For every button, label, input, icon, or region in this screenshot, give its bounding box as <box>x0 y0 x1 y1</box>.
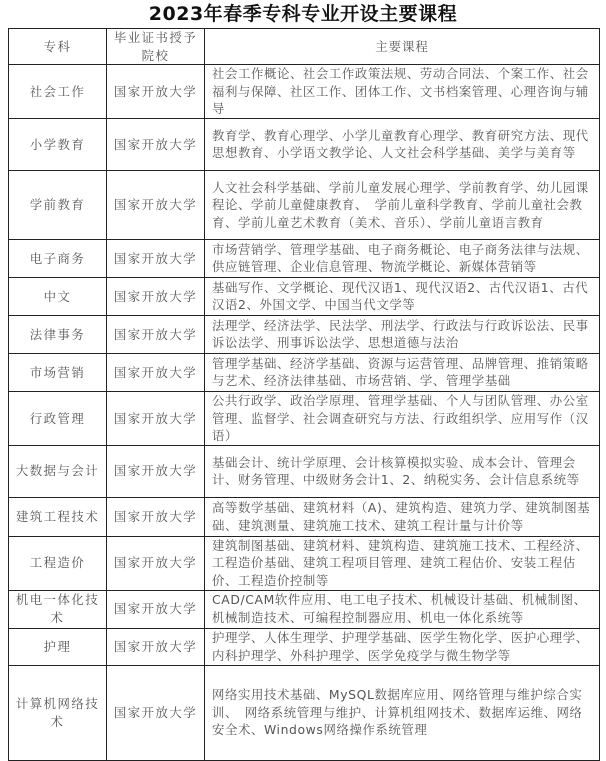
major-cell: 机电一体化技术 <box>9 590 107 628</box>
school-cell: 国家开放大学 <box>107 497 205 536</box>
major-cell: 工程造价 <box>9 536 107 590</box>
school-cell: 国家开放大学 <box>107 536 205 590</box>
major-cell: 中文 <box>9 277 107 315</box>
table-body <box>9 65 600 760</box>
major-cell: 计算机网络技术 <box>9 665 107 760</box>
major-cell: 法律事务 <box>9 315 107 353</box>
major-cell: 大数据与会计 <box>9 445 107 497</box>
table-row <box>9 315 600 353</box>
table-row <box>9 118 600 170</box>
major-cell: 市场营销 <box>9 353 107 391</box>
school-cell: 国家开放大学 <box>107 170 205 239</box>
school-cell: 国家开放大学 <box>107 118 205 170</box>
table-row <box>9 391 600 445</box>
header-school: 毕业证书授予院校 <box>107 29 205 65</box>
header-major: 专科 <box>9 29 107 65</box>
major-cell: 电子商务 <box>9 239 107 277</box>
header-courses: 主要课程 <box>205 29 600 65</box>
table-header-row <box>9 29 600 65</box>
table-row <box>9 445 600 497</box>
table-row <box>9 665 600 760</box>
courses-cell: CAD/CAM软件应用、电工电子技术、机械设计基础、机械制图、机械制造技术、可编程控制器应用、机电一体化系统等 <box>205 590 600 628</box>
courses-cell: 基础写作、文学概论、现代汉语1、现代汉语2、古代汉语1、古代汉语2、外国文学、中国当代文学等 <box>205 277 600 315</box>
table-row <box>9 239 600 277</box>
course-table <box>8 28 600 761</box>
major-cell: 小学教育 <box>9 118 107 170</box>
courses-cell: 网络实用技术基础、MySQL数据库应用、网络管理与维护综合实训、 网络系统管理与维护、计算机组网技术、数据库运维、网络安全术、Windows网络操作系统管理 <box>205 665 600 760</box>
major-cell: 行政管理 <box>9 391 107 445</box>
courses-cell: 人文社会科学基础、学前儿童发展心理学、学前教育学、幼儿园课程论、学前儿童健康教育、 学前儿童科学教育、学前儿童社会教育、学前儿童艺术教育（美术、音乐）、学前儿童语言教育 <box>205 170 600 239</box>
school-cell: 国家开放大学 <box>107 445 205 497</box>
school-cell: 国家开放大学 <box>107 665 205 760</box>
table-row <box>9 536 600 590</box>
table-row <box>9 277 600 315</box>
table-row <box>9 353 600 391</box>
page-title: 2023年春季专科专业开设主要课程 <box>148 3 458 25</box>
courses-cell: 公共行政学、政治学原理、管理学基础、个人与团队管理、办公室管理、监督学、社会调查研究与方法、行政组织学、应用写作（汉语） <box>205 391 600 445</box>
school-cell: 国家开放大学 <box>107 277 205 315</box>
school-cell: 国家开放大学 <box>107 353 205 391</box>
major-cell: 社会工作 <box>9 65 107 119</box>
courses-cell: 基础会计、统计学原理、会计核算模拟实验、成本会计、管理会计、财务管理、中级财务会计1、2、纳税实务、会计信息系统等 <box>205 445 600 497</box>
courses-cell: 法理学、经济法学、民法学、刑法学、行政法与行政诉讼法、民事诉讼法学、刑事诉讼法学、思想道德与法治 <box>205 315 600 353</box>
school-cell: 国家开放大学 <box>107 239 205 277</box>
courses-cell: 教育学、教育心理学、小学儿童教育心理学、教育研究方法、现代思想教育、小学语文教学论、人文社会科学基础、美学与美育等 <box>205 118 600 170</box>
courses-cell: 高等数学基础、建筑材料（A)、建筑构造、建筑力学、建筑制图基础、建筑测量、建筑施工技术、建筑工程计量与计价等 <box>205 497 600 536</box>
table-row <box>9 170 600 239</box>
school-cell: 国家开放大学 <box>107 315 205 353</box>
courses-cell: 社会工作概论、社会工作政策法规、劳动合同法、个案工作、社会福利与保障、社区工作、团体工作、文书档案管理、心理咨询与辅导 <box>205 65 600 119</box>
courses-cell: 管理学基础、经济学基础、资源与运营管理、品牌管理、推销策略与艺术、经济法律基础、市场营销、学、管理学基础 <box>205 353 600 391</box>
courses-cell: 护理学、人体生理学、护理学基础、医学生物化学、医护心理学、内科护理学、外科护理学、医学免疫学与微生物学等 <box>205 628 600 665</box>
table-row <box>9 65 600 119</box>
school-cell: 国家开放大学 <box>107 65 205 119</box>
major-cell: 学前教育 <box>9 170 107 239</box>
courses-cell: 市场营销学、管理学基础、电子商务概论、电子商务法律与法规、供应链管理、企业信息管理、物流学概论、新媒体营销等 <box>205 239 600 277</box>
major-cell: 护理 <box>9 628 107 665</box>
courses-cell: 建筑制图基础、建筑材料、建筑构造、建筑施工技术、工程经济、工程造价基础、建筑工程项目管理、建筑工程估价、安装工程估价、工程造价控制等 <box>205 536 600 590</box>
school-cell: 国家开放大学 <box>107 391 205 445</box>
school-cell: 国家开放大学 <box>107 628 205 665</box>
school-cell: 国家开放大学 <box>107 590 205 628</box>
table-row <box>9 497 600 536</box>
major-cell: 建筑工程技术 <box>9 497 107 536</box>
table-row <box>9 590 600 628</box>
table-row <box>9 628 600 665</box>
